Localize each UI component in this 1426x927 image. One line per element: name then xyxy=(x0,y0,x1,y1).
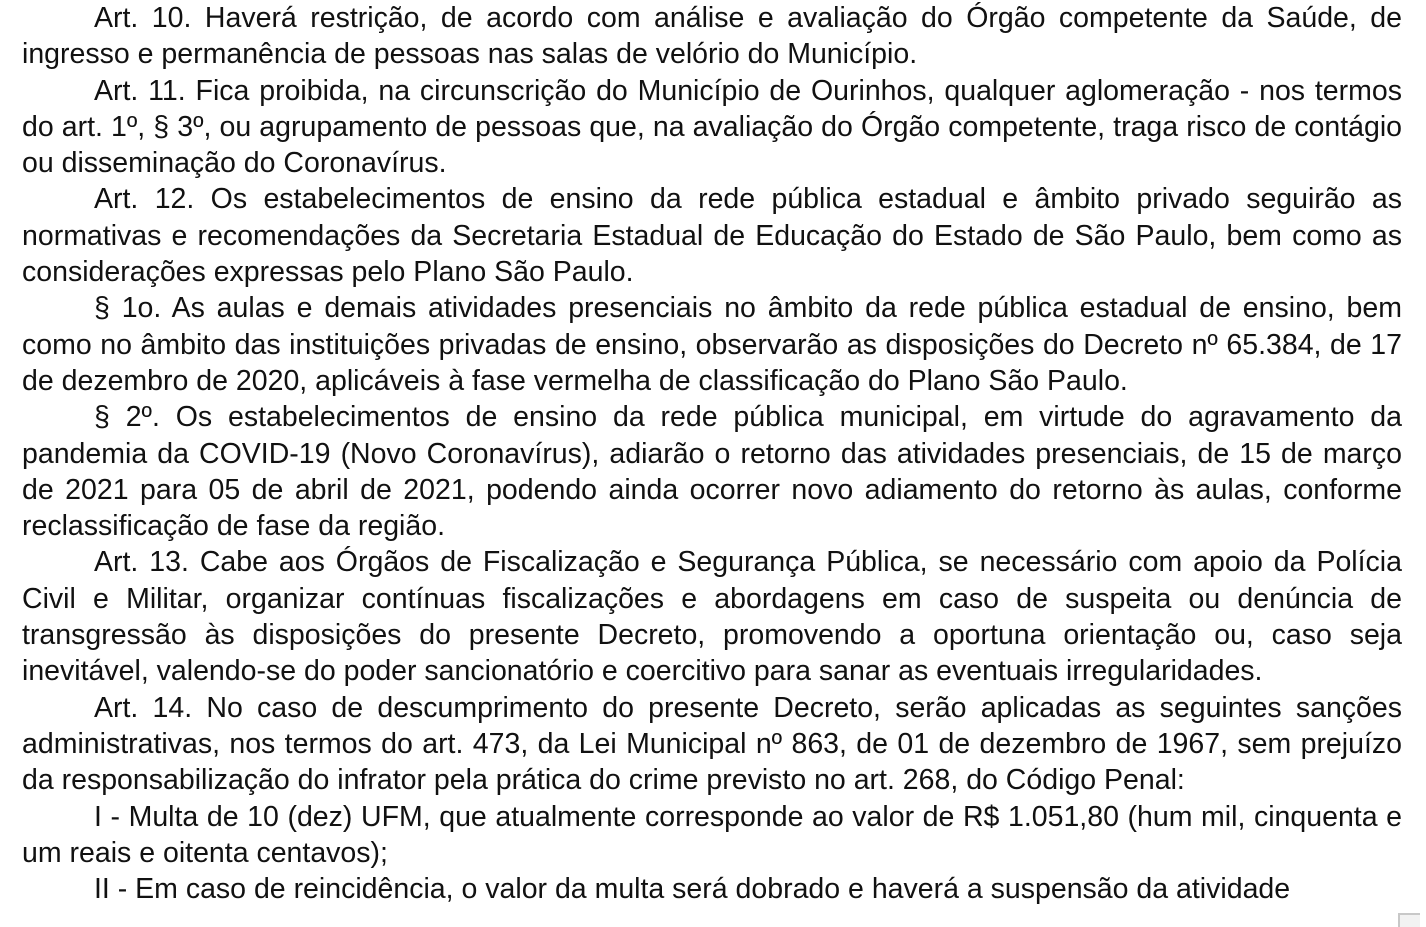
article-11-paragraph: Art. 11. Fica proibida, na circunscrição do Município de Ourinhos, qualquer aglomeração - nos termos do art. 1º, § 3º, ou agrupamento de pessoas que, na avaliação do Órgão competente, traga risco de contágio ou disseminação do Coronavírus. xyxy=(22,74,1402,180)
article-14-item-2-paragraph: II - Em caso de reincidência, o valor da multa será dobrado e haverá a suspensão da atividade xyxy=(94,873,1291,906)
article-12-paragraph: Art. 12. Os estabelecimentos de ensino da rede pública estadual e âmbito privado seguirão as normativas e recomendações da Secretaria Estadual de Educação do Estado de São Paulo, bem como as considerações expressas pelo Plano São Paulo. xyxy=(22,183,1402,289)
article-14-paragraph: Art. 14. No caso de descumprimento do presente Decreto, serão aplicadas as seguintes sanções administrativas, nos termos do art. 473, da Lei Municipal nº 863, de 01 de dezembro de 1967, sem prejuízo da responsabilização do infrator pela prática do crime previsto no art. 268, do Código Penal: xyxy=(22,691,1402,797)
article-13-paragraph: Art. 13. Cabe aos Órgãos de Fiscalização e Segurança Pública, se necessário com apoio da Polícia Civil e Militar, organizar contínuas fiscalizações e abordagens em caso de suspeita ou denúncia de transgressão às disposições do presente Decreto, promovendo a oportuna orientação ou, caso seja inevitável, valendo-se do poder sancionatório e coercitivo para sanar as eventuais irregularidades. xyxy=(22,546,1402,688)
article-14-item-1-paragraph: I - Multa de 10 (dez) UFM, que atualmente corresponde ao valor de R$ 1.051,80 (hum mil, cinquenta e um reais e oitenta centavos); xyxy=(22,800,1402,869)
document-body xyxy=(22,0,1402,907)
article-12-section-2-paragraph: § 2º. Os estabelecimentos de ensino da rede pública municipal, em virtude do agravamento da pandemia da COVID-19 (Novo Coronavírus), adiarão o retorno das atividades presenciais, de 15 de março de 2021 para 05 de abril de 2021, podendo ainda ocorrer novo adiamento do retorno às aulas, conforme reclassificação de fase da região. xyxy=(22,401,1402,543)
article-12-section-1-paragraph: § 1o. As aulas e demais atividades presenciais no âmbito da rede pública estadual de ensino, bem como no âmbito das instituições privadas de ensino, observarão as disposições do Decreto nº 65.384, de 17 de dezembro de 2020, aplicáveis à fase vermelha de classificação do Plano São Paulo. xyxy=(22,292,1402,397)
article-10-paragraph: Art. 10. Haverá restrição, de acordo com análise e avaliação do Órgão competente da Saúde, de ingresso e permanência de pessoas nas salas de velório do Município. xyxy=(22,2,1402,71)
resize-grip-icon xyxy=(1398,913,1420,927)
